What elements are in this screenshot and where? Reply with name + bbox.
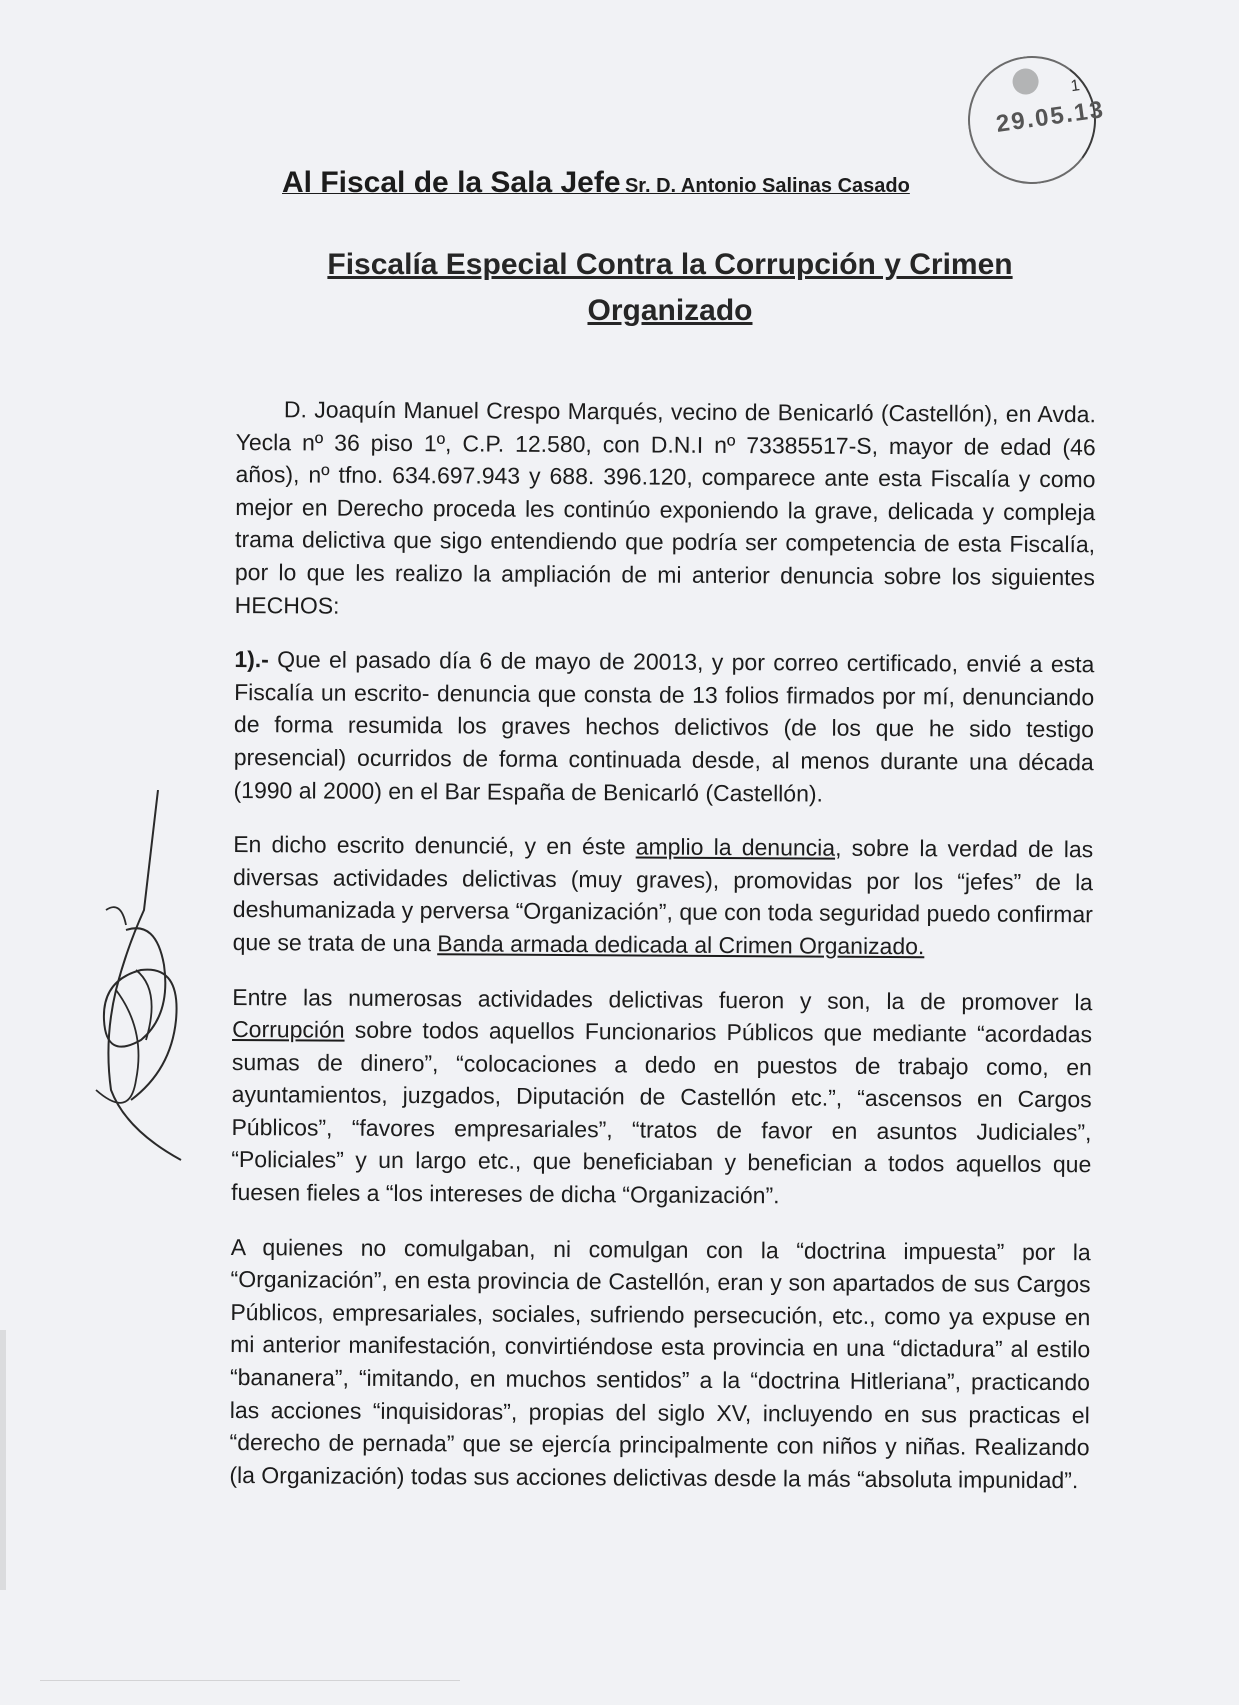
paragraph-fact-1 (233, 643, 1094, 811)
actividades-text-b: sobre todos aquellos Funcionarios Públicos que mediante “acordadas sumas de dinero”, “colocaciones a dedo en puestos de trabajo como, en ayuntamientos, juzgados, Diputación de Castellón etc.”, “ascensos en Cargos Públicos”, “favores empresariales”, “tratos de favor en asuntos Judiciales”, “Policiales” y un largo etc., que beneficiaban y benefician a todos aquellos que fuesen fieles a “los intereses de dicha “Organización”. (231, 1016, 1093, 1209)
paragraph-persecucion: A quienes no comulgaban, ni comulgan con la “doctrina impuesta” por la “Organización”, en esta provincia de Castellón, eran y son apartados de sus Cargos Públicos, empresariales, sociales, sufriendo persecución, etc., como ya expuse en mi anterior manifestación, convirtiéndose esta provincia en una “dictadura” al estilo “bananera”, “imitando, en muchos sentidos” a la “doctrina Hitleriana”, practicando las acciones “inquisidoras”, propias del siglo XV, incluyendo en sus practicas el “derecho de pernada” que se ejercía principalmente con niños y niñas. Realizando (la Organización) todas sus acciones delictivas desde la más “absoluta impunidad”. (229, 1233, 1091, 1493)
actividades-text-a: Entre las numerosas actividades delictivas fueron y son, la de promover la (232, 983, 1093, 1015)
registry-stamp (960, 48, 1105, 193)
corrupcion-underlined: Corrupción (232, 1016, 345, 1043)
stamp-date: 29.05.13 (994, 95, 1107, 138)
stamp-number: 1 (1069, 77, 1081, 96)
addressee-name: Sr. D. Antonio Salinas Casado (624, 175, 910, 197)
banda-armada-underlined: Banda armada dedicada al Crimen Organizado. (437, 930, 925, 960)
paragraph-actividades (231, 980, 1092, 1213)
amplio-denuncia-underlined: amplio la denuncia (635, 833, 836, 861)
denuncia-text-b: , sobre la verdad de las diversas actividades delictivas (muy graves), promovidas por los “jefes” de la deshumanizada y perversa “Organización”, que con toda seguridad puedo confirmar que se trata de una (232, 834, 1094, 957)
addressee-main: Al Fiscal de la Sala Jefe (282, 166, 621, 199)
handwritten-signature (86, 790, 216, 1170)
office-heading: Fiscalía Especial Contra la Corrupción y Crimen Organizado (327, 248, 1013, 327)
fact-1-label: 1).- (234, 646, 269, 673)
document-body (229, 393, 1096, 1519)
fact-1-text: Que el pasado día 6 de mayo de 20013, y por correo certificado, envié a esta Fiscalía un escrito- denuncia que consta de 13 folios firmados por mí, denunciando de forma resumida los graves hechos delictivos (de los que he sido testigo presencial) ocurridos de forma continuada desde, al menos durante una década (1990 al 2000) en el Bar España de Benicarló (Castellón). (233, 646, 1095, 807)
addressee-heading (282, 166, 910, 200)
scan-edge-shadow (0, 1330, 6, 1590)
scan-bottom-line (40, 1680, 460, 1681)
denuncia-text-a: En dicho escrito denuncié, y en éste (233, 831, 636, 860)
paragraph-intro: D. Joaquín Manuel Crespo Marqués, vecino de Benicarló (Castellón), en Avda. Yecla nº 36 piso 1º, C.P. 12.580, con D.N.I nº 73385517-S, mayor de edad (46 años), nº tfno. 634.697.943 y 688. 396.120, comparece ante esta Fiscalía y como mejor en Derecho proceda les continúo exponiendo la grave, delicada y compleja trama delictiva que sigo entendiendo que podría ser competencia de esta Fiscalía, por lo que les realizo la ampliación de mi anterior denuncia sobre los siguientes HECHOS: (234, 396, 1096, 619)
paragraph-denuncia (233, 828, 1094, 964)
stamp-crest-icon (1011, 67, 1040, 96)
